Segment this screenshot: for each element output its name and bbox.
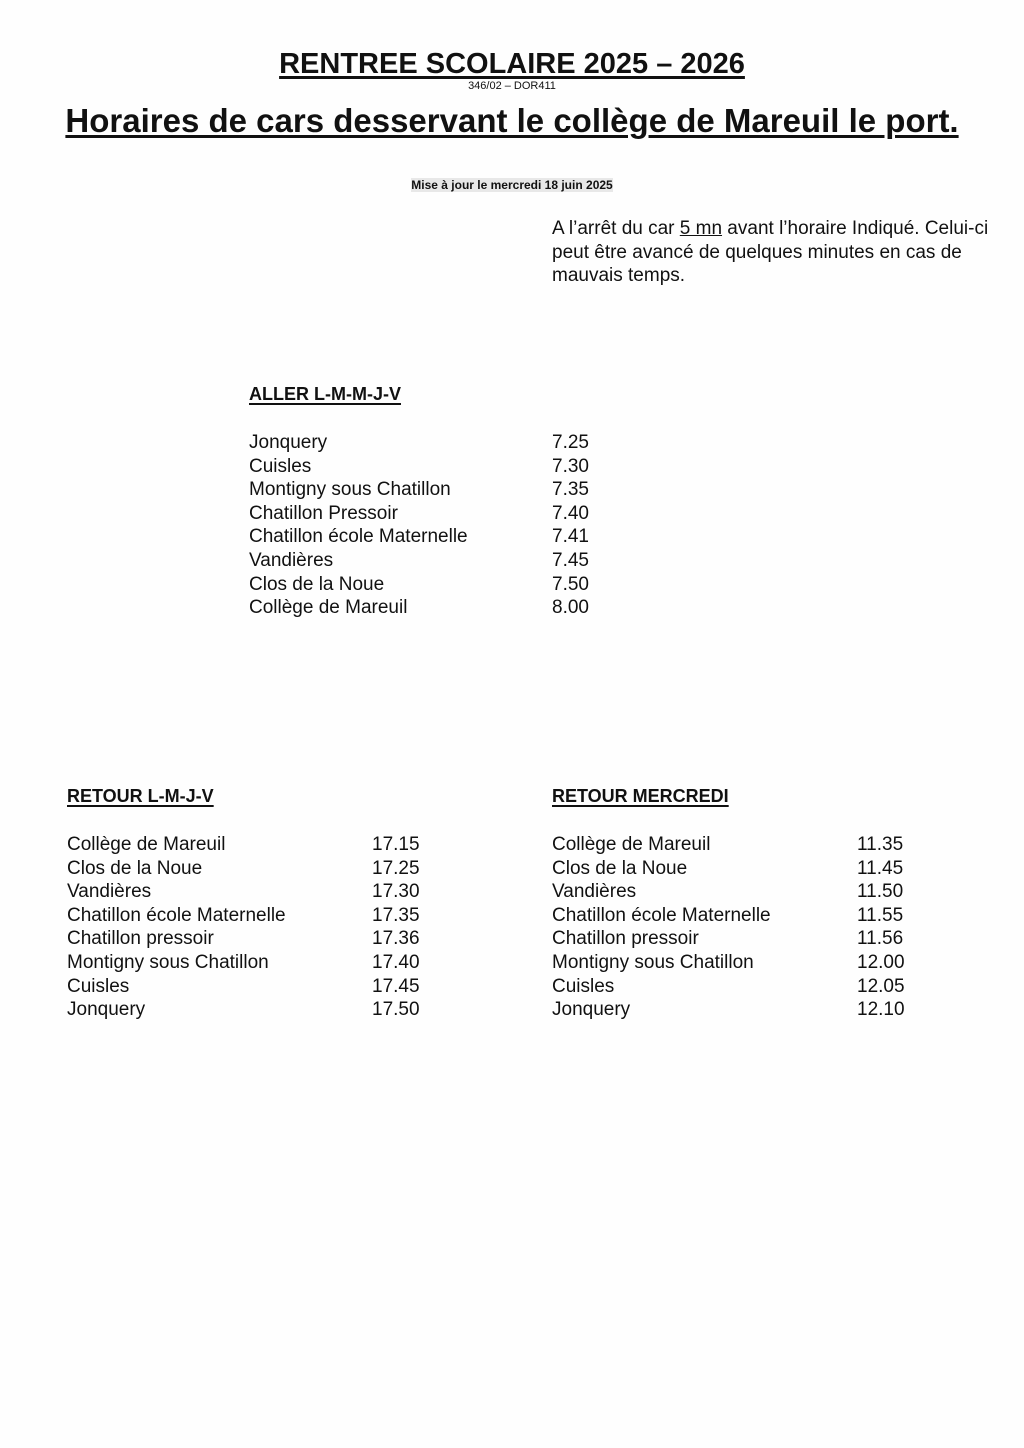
- departure-time: 7.30: [552, 455, 589, 477]
- schedule-row: [249, 573, 589, 597]
- schedule-row: [67, 857, 420, 881]
- stop-name: Jonquery: [552, 999, 631, 1021]
- section-heading: ALLER L-M-M-J-V: [249, 384, 401, 404]
- stop-name: Collège de Mareuil: [249, 597, 408, 619]
- departure-time: 7.41: [552, 526, 589, 548]
- schedule-row: [67, 880, 420, 904]
- reference-code: 346/02 – DOR411: [468, 80, 556, 92]
- schedule-row: [67, 927, 420, 951]
- stop-name: Cuisles: [552, 975, 615, 997]
- departure-time: 7.40: [552, 502, 589, 524]
- stop-name: Vandières: [249, 549, 334, 571]
- schedule-row: [249, 549, 589, 573]
- stop-name: Montigny sous Chatillon: [249, 479, 451, 501]
- schedule-row: [552, 951, 905, 975]
- departure-time: 17.35: [372, 904, 420, 926]
- stop-name: Montigny sous Chatillon: [67, 951, 269, 973]
- stop-name: Jonquery: [249, 432, 328, 453]
- stop-name: Chatillon Pressoir: [249, 502, 398, 524]
- stop-name: Chatillon école Maternelle: [67, 904, 286, 926]
- stop-name: Vandières: [67, 881, 152, 903]
- stop-name: Clos de la Noue: [67, 857, 203, 879]
- schedule-retour-mercredi: [552, 786, 905, 1022]
- departure-time: 11.35: [857, 834, 904, 855]
- schedule-row: [67, 833, 420, 857]
- stop-name: Vandières: [552, 881, 637, 903]
- stop-name: Cuisles: [67, 975, 130, 997]
- schedule-row: [67, 998, 420, 1022]
- schedule-row: [552, 833, 904, 857]
- stop-name: Montigny sous Chatillon: [552, 951, 754, 973]
- subtitle-text: Horaires de cars desservant le collège de Mareuil le port.: [65, 102, 959, 139]
- departure-time: 11.50: [857, 881, 904, 903]
- schedule-aller: [249, 384, 589, 620]
- departure-time: 8.00: [552, 597, 589, 619]
- section-heading: RETOUR L-M-J-V: [67, 786, 214, 806]
- departure-time: 7.50: [552, 573, 589, 595]
- departure-time: 17.25: [372, 857, 420, 879]
- departure-time: 11.55: [857, 904, 904, 926]
- title-text: RENTREE SCOLAIRE 2025 – 2026: [279, 48, 745, 80]
- schedule-row: [249, 525, 589, 549]
- stop-name: Cuisles: [249, 455, 312, 477]
- note-emphasis: 5 mn: [679, 218, 723, 239]
- departure-time: 7.25: [552, 432, 589, 453]
- departure-time: 7.35: [552, 479, 589, 501]
- schedule-row: [67, 975, 420, 999]
- document-title: [0, 48, 1024, 81]
- schedule-row: [552, 927, 904, 951]
- schedule-row: [249, 596, 589, 620]
- departure-time: 12.00: [857, 951, 905, 973]
- departure-time: 17.50: [372, 999, 420, 1021]
- pickup-note: [552, 217, 992, 288]
- departure-time: 17.36: [372, 928, 420, 950]
- schedule-row: [249, 455, 589, 479]
- note-text-before: A l’arrêt du car: [552, 218, 680, 239]
- departure-time: 17.30: [372, 881, 420, 903]
- stop-name: Chatillon école Maternelle: [249, 526, 468, 548]
- schedule-row: [552, 998, 905, 1022]
- schedule-row: [249, 502, 589, 526]
- stop-name: Chatillon pressoir: [67, 928, 214, 950]
- departure-time: 17.45: [372, 975, 420, 997]
- stop-name: Chatillon pressoir: [552, 928, 699, 950]
- update-date: [0, 178, 1024, 192]
- schedule-row: [249, 478, 589, 502]
- stop-name: Clos de la Noue: [249, 573, 385, 595]
- schedule-row: [249, 431, 589, 455]
- departure-time: 12.10: [857, 999, 905, 1021]
- schedule-row: [552, 857, 904, 881]
- schedule-row: [552, 904, 904, 928]
- departure-time: 7.45: [552, 549, 589, 571]
- schedule-row: [67, 904, 420, 928]
- schedule-retour: [67, 786, 420, 1022]
- departure-time: 17.15: [372, 834, 420, 855]
- stop-name: Jonquery: [67, 999, 146, 1021]
- update-date-text: Mise à jour le mercredi 18 juin 2025: [411, 178, 613, 192]
- departure-time: 17.40: [372, 951, 420, 973]
- document-subtitle: [0, 100, 1024, 142]
- section-heading: RETOUR MERCREDI: [552, 786, 729, 806]
- schedule-row: [67, 951, 420, 975]
- schedule-row: [552, 975, 905, 999]
- stop-name: Collège de Mareuil: [552, 834, 711, 855]
- schedule-row: [552, 880, 904, 904]
- stop-name: Clos de la Noue: [552, 857, 688, 879]
- departure-time: 11.45: [857, 857, 904, 879]
- stop-name: Chatillon école Maternelle: [552, 904, 771, 926]
- note-text-after: avant l’horaire Indiqué. Celui-ci peut être avancé de quelques minutes en cas de mauvais temps.: [552, 218, 989, 287]
- departure-time: 12.05: [857, 975, 905, 997]
- departure-time: 11.56: [857, 928, 904, 950]
- stop-name: Collège de Mareuil: [67, 834, 226, 855]
